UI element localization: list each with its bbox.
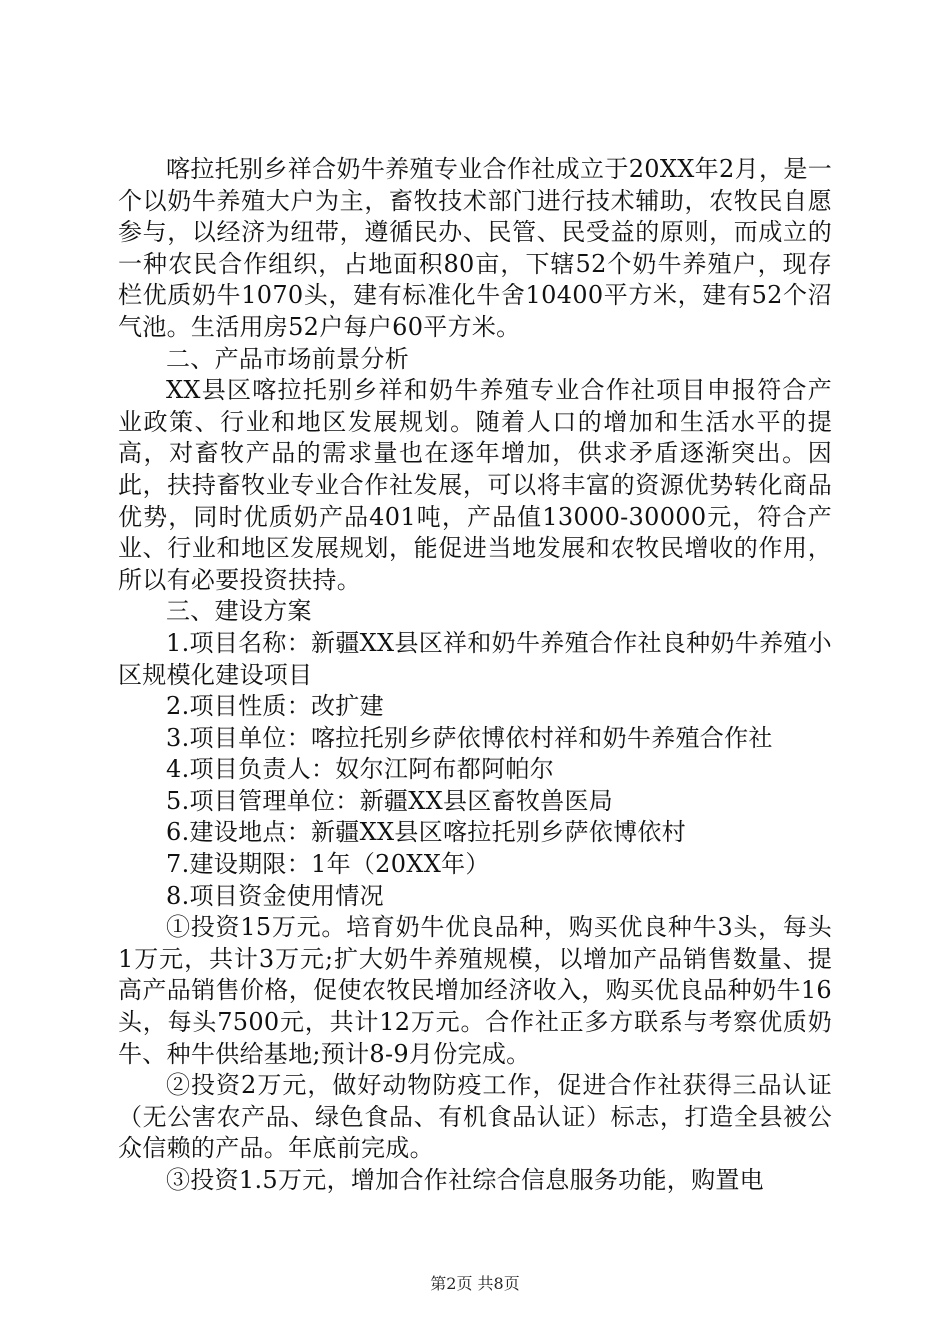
item-project-unit: 3.项目单位：喀拉托别乡萨依博依村祥和奶牛养殖合作社	[166, 723, 773, 752]
funds-item-2: ②投资2万元，做好动物防疫工作，促进合作社获得三品认证（无公害农产品、绿色食品、有机食品认证）标志，打造全县被公众信赖的产品。年底前完成。	[118, 1071, 832, 1163]
section-heading-market: 二、产品市场前景分析	[166, 344, 409, 373]
funds-item-1: ①投资15万元。培育奶牛优良品种，购买优良种牛3头，每头1万元，共计3万元;扩大奶牛养殖规模，以增加产品销售数量、提高产品销售价格，促使农牧民增加经济收入，购买优良品种奶牛16头，每头7500元，共计12万元。合作社正多方联系与考察优质奶牛、种牛供给基地;预计8-9月份完成。	[118, 913, 832, 1068]
section-heading-plan: 三、建设方案	[166, 597, 312, 626]
item-management-unit: 5.项目管理单位：新疆XX县区畜牧兽医局	[166, 786, 614, 815]
item-funds: 8.项目资金使用情况	[166, 881, 384, 910]
item-project-nature: 2.项目性质：改扩建	[166, 692, 384, 721]
document-body	[118, 154, 832, 1197]
page-number-footer: 第2页 共8页	[430, 1274, 520, 1293]
item-project-leader: 4.项目负责人：奴尔江阿布都阿帕尔	[166, 755, 554, 784]
paragraph-intro: 喀拉托别乡祥合奶牛养殖专业合作社成立于20XX年2月，是一个以奶牛养殖大户为主，畜牧技术部门进行技术辅助，农牧民自愿参与，以经济为纽带，遵循民办、民管、民受益的原则，而成立的一种农民合作组织，占地面积80亩，下辖52个奶牛养殖户，现存栏优质奶牛1070头，建有标准化牛舍10400平方米，建有52个沼气池。生活用房52户每户60平方米。	[118, 155, 832, 341]
paragraph-market: XX县区喀拉托别乡祥和奶牛养殖专业合作社项目申报符合产业政策、行业和地区发展规划。随着人口的增加和生活水平的提高，对畜牧产品的需求量也在逐年增加，供求矛盾逐渐突出。因此，扶持畜牧业专业合作社发展，可以将丰富的资源优势转化商品优势，同时优质奶产品401吨，产品值13000-30000元，符合产业、行业和地区发展规划，能促进当地发展和农牧民增收的作用，所以有必要投资扶持。	[118, 376, 832, 594]
item-duration: 7.建设期限：1年（20XX年）	[166, 850, 490, 879]
item-location: 6.建设地点：新疆XX县区喀拉托别乡萨依博依村	[166, 818, 686, 847]
item-project-name: 1.项目名称：新疆XX县区祥和奶牛养殖合作社良种奶牛养殖小区规模化建设项目	[118, 628, 832, 689]
funds-item-3: ③投资1.5万元，增加合作社综合信息服务功能，购置电	[166, 1166, 764, 1194]
